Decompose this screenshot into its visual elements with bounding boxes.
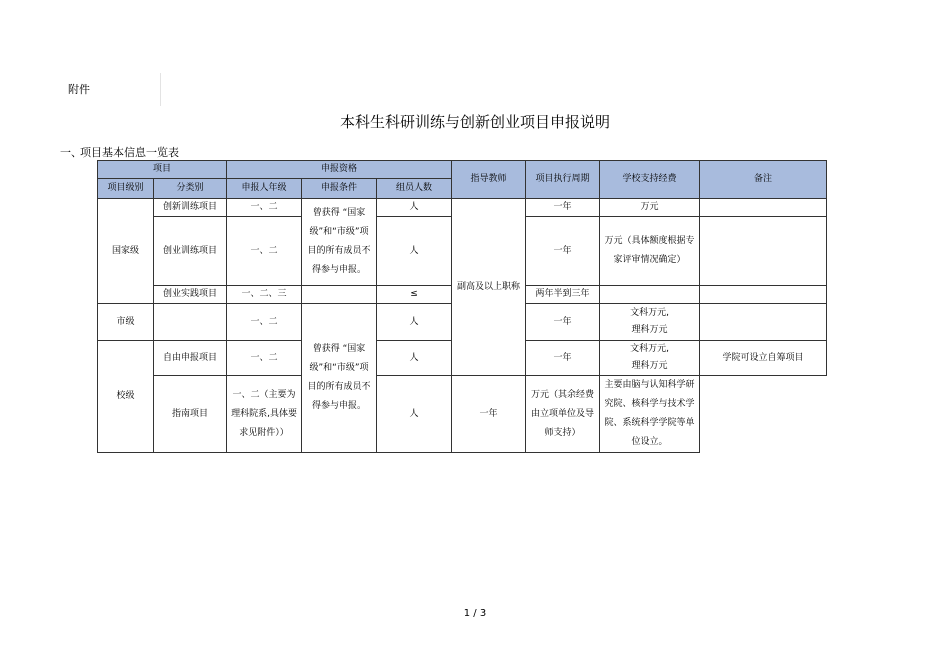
members-cell: ≤ — [377, 286, 452, 304]
header-condition: 申报条件 — [302, 179, 377, 199]
funding-cell — [600, 286, 700, 304]
condition-school: 曾获得 “国家级”和“市级”项目的所有成员不得参与申报。 — [302, 304, 377, 453]
grade-cell: 一、二 — [227, 341, 302, 376]
section-heading — [60, 144, 179, 160]
funding-cell: 万元（具体额度根据专家评审情况确定） — [600, 217, 700, 286]
funding-sciences: 理科万元 — [631, 325, 668, 335]
members-cell: 人 — [377, 376, 452, 453]
level-national: 国家级 — [98, 199, 154, 304]
remark-cell — [700, 199, 827, 217]
margin-divider — [160, 73, 161, 106]
funding-cell: 万元（其余经费由立项单位及导师支持） — [526, 376, 600, 453]
header-row-1 — [98, 161, 827, 179]
grade-cell: 一、二 — [227, 304, 302, 341]
period-cell: 两年半到三年 — [526, 286, 600, 304]
funding-liberal-arts: 文科万元, — [630, 308, 669, 318]
funding-cell — [600, 341, 700, 376]
period-cell: 一年 — [526, 217, 600, 286]
condition-national: 曾获得 “国家级”和“市级”项目的所有成员不得参与申报。 — [302, 199, 377, 286]
level-municipal: 市级 — [98, 304, 154, 341]
header-funding: 学校支持经费 — [600, 161, 700, 199]
category-cell: 指南项目 — [154, 376, 227, 453]
funding-cell: 万元 — [600, 199, 700, 217]
category-cell: 创业实践项目 — [154, 286, 227, 304]
document-title: 本科生科研训练与创新创业项目申报说明 — [339, 113, 610, 131]
table-row — [98, 376, 827, 453]
funding-sciences: 理科万元 — [631, 361, 668, 371]
header-qualification: 申报资格 — [227, 161, 452, 179]
header-grade: 申报人年级 — [227, 179, 302, 199]
header-remarks: 备注 — [700, 161, 827, 199]
page-number: 1 / 3 — [463, 608, 487, 619]
level-school: 校级 — [98, 341, 154, 453]
category-cell — [154, 304, 227, 341]
period-cell: 一年 — [526, 304, 600, 341]
funding-cell — [600, 304, 700, 341]
remark-cell: 主要由脑与认知科学研究院、核科学与技术学院、系统科学学院等单位设立。 — [600, 376, 700, 453]
category-cell: 创新训练项目 — [154, 199, 227, 217]
period-cell: 一年 — [526, 341, 600, 376]
table-row — [98, 199, 827, 217]
header-members: 组员人数 — [377, 179, 452, 199]
grade-cell: 一、二、三 — [227, 286, 302, 304]
remark-cell: 学院可设立自筹项目 — [700, 341, 827, 376]
grade-cell: 一、二 — [227, 217, 302, 286]
members-cell: 人 — [377, 199, 452, 217]
grade-cell: 一、二（主要为理科院系,具体要求见附件）） — [227, 376, 302, 453]
header-level: 项目级别 — [98, 179, 154, 199]
header-item: 项目 — [98, 161, 227, 179]
header-period: 项目执行周期 — [526, 161, 600, 199]
category-cell: 自由申报项目 — [154, 341, 227, 376]
category-cell: 创业训练项目 — [154, 217, 227, 286]
period-cell: 一年 — [526, 199, 600, 217]
section-title: 项目基本信息一览表 — [80, 146, 179, 159]
project-info-table — [97, 160, 827, 453]
header-advisor: 指导教师 — [452, 161, 526, 199]
period-cell: 一年 — [452, 376, 526, 453]
grade-cell: 一、二 — [227, 199, 302, 217]
section-number: 一、 — [60, 146, 82, 159]
remark-cell — [700, 217, 827, 286]
remark-cell — [700, 304, 827, 341]
attachment-label: 附件 — [68, 83, 90, 96]
condition-cell — [302, 286, 377, 304]
remark-cell — [700, 286, 827, 304]
members-cell: 人 — [377, 304, 452, 341]
members-cell: 人 — [377, 341, 452, 376]
advisor-requirement: 副高及以上职称 — [452, 199, 526, 376]
header-category: 分类别 — [154, 179, 227, 199]
funding-liberal-arts: 文科万元, — [630, 344, 669, 354]
members-cell: 人 — [377, 217, 452, 286]
